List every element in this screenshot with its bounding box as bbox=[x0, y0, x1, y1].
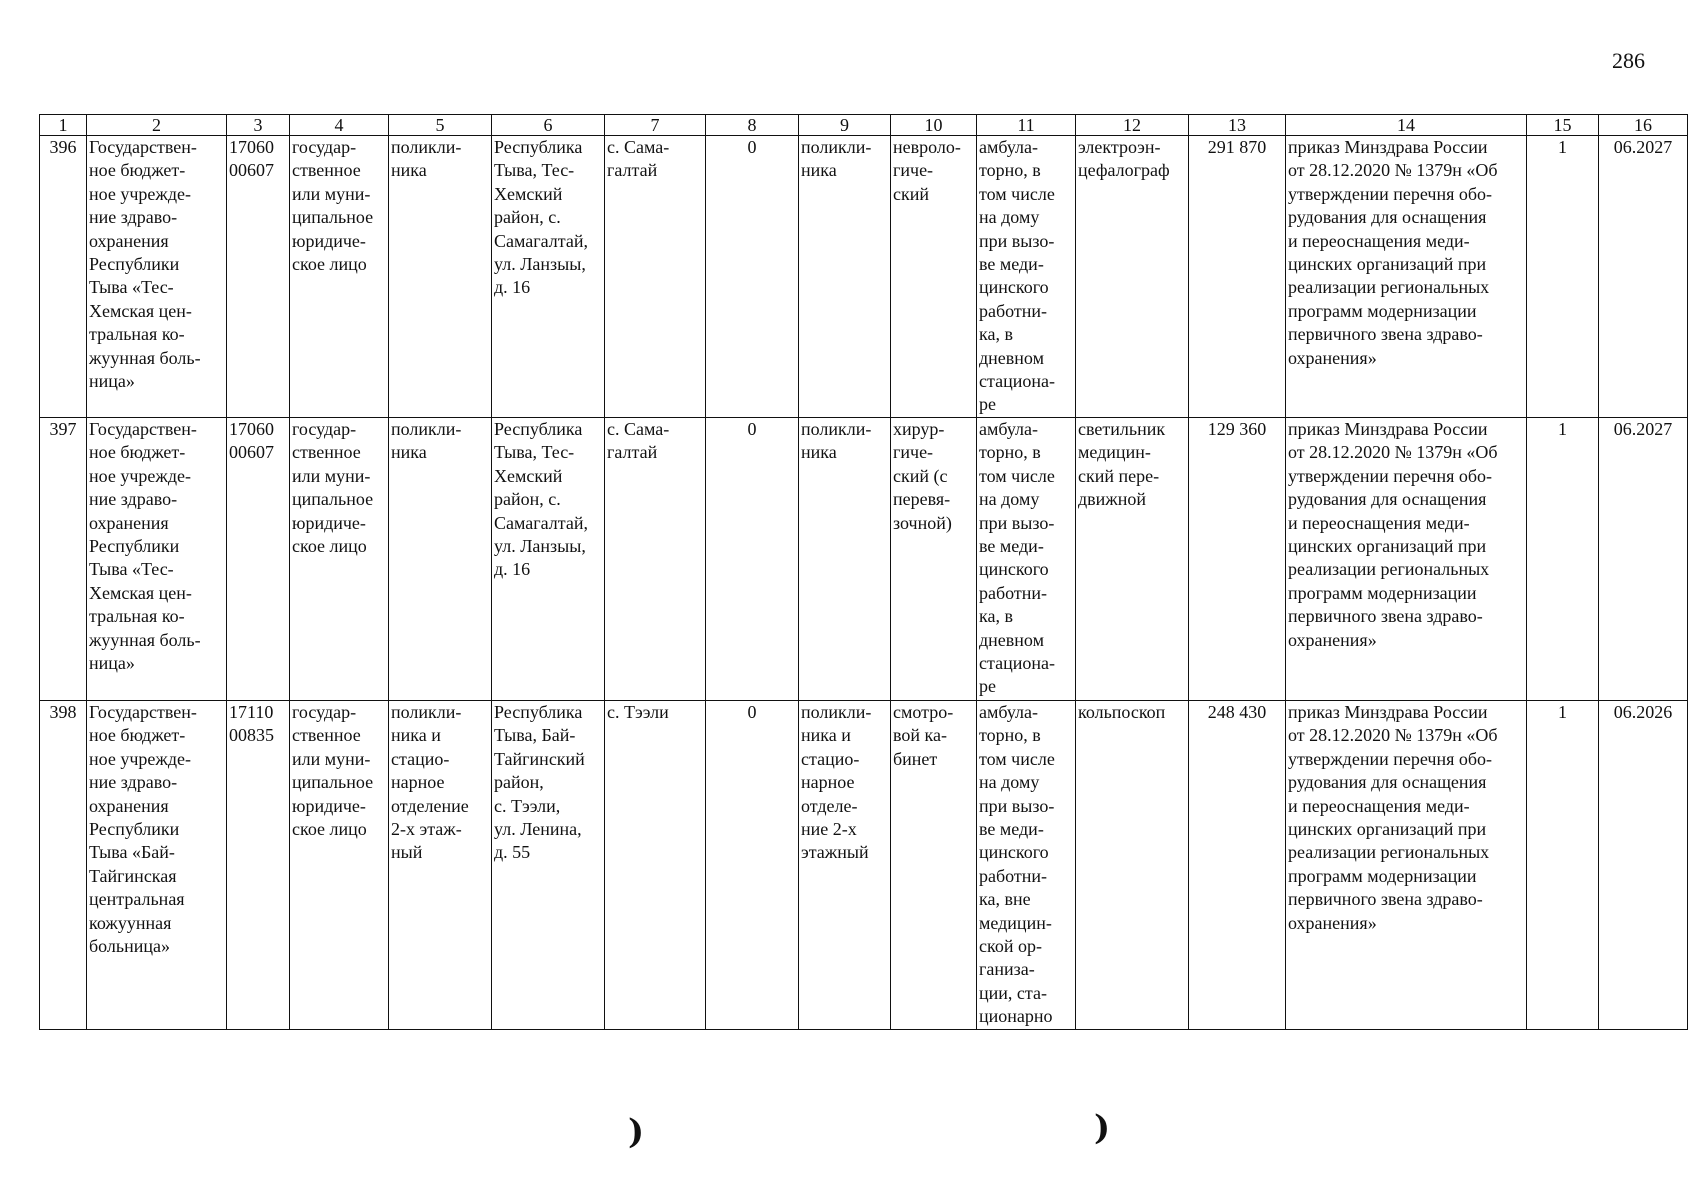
scan-mark-left: ) bbox=[628, 1112, 645, 1152]
column-number: 9 bbox=[799, 115, 891, 136]
facility-type: поликли- ника bbox=[389, 136, 492, 418]
value-col-8: 0 bbox=[706, 700, 799, 1029]
equipment-name: кольпоскоп bbox=[1076, 700, 1189, 1029]
care-conditions: амбула- торно, в том числе на дому при вызо- ве меди- цинского работни- ка, в дневном стациона- ре bbox=[977, 417, 1076, 700]
legal-form: государ- ственное или муни- ципальное юридиче- ское лицо bbox=[290, 136, 389, 418]
column-number-row bbox=[40, 115, 1688, 136]
legal-basis: приказ Минздрава России от 28.12.2020 № 1379н «Об утверждении перечня обо- рудования для оснащения и переоснащения меди- цинских организаций при реализации региональных программ модернизации первичного звена здраво- охранения» bbox=[1286, 417, 1527, 700]
quantity: 1 bbox=[1527, 417, 1599, 700]
quantity: 1 bbox=[1527, 136, 1599, 418]
organization-code: 17060 00607 bbox=[227, 417, 290, 700]
organization-name: Государствен- ное бюджет- ное учрежде- ние здраво- охранения Республики Тыва «Тес- Хемская цен- тральная ко- жуунная боль- ница» bbox=[87, 136, 227, 418]
department: смотро- вой ка- бинет bbox=[891, 700, 977, 1029]
column-number: 2 bbox=[87, 115, 227, 136]
registry-table bbox=[39, 114, 1688, 1030]
care-conditions: амбула- торно, в том числе на дому при вызо- ве меди- цинского работни- ка, в дневном стациона- ре bbox=[977, 136, 1076, 418]
legal-form: государ- ственное или муни- ципальное юридиче- ское лицо bbox=[290, 417, 389, 700]
address: Республика Тыва, Бай- Тайгинский район, с. Тээли, ул. Ленина, д. 55 bbox=[492, 700, 605, 1029]
column-number: 1 bbox=[40, 115, 87, 136]
scan-mark-right: ) bbox=[1094, 1108, 1111, 1148]
settlement: с. Тээли bbox=[605, 700, 706, 1029]
row-number: 396 bbox=[40, 136, 87, 418]
equipment-code: 129 360 bbox=[1189, 417, 1286, 700]
unit-type: поликли- ника bbox=[799, 136, 891, 418]
organization-name: Государствен- ное бюджет- ное учрежде- ние здраво- охранения Республики Тыва «Бай- Тайгинская центральная кожуунная больница» bbox=[87, 700, 227, 1029]
legal-basis: приказ Минздрава России от 28.12.2020 № 1379н «Об утверждении перечня обо- рудования для оснащения и переоснащения меди- цинских организаций при реализации региональных программ модернизации первичного звена здраво- охранения» bbox=[1286, 700, 1527, 1029]
column-number: 12 bbox=[1076, 115, 1189, 136]
settlement: с. Сама- галтай bbox=[605, 417, 706, 700]
column-number: 7 bbox=[605, 115, 706, 136]
address: Республика Тыва, Тес- Хемский район, с. Самагалтай, ул. Ланзыы, д. 16 bbox=[492, 136, 605, 418]
row-number: 397 bbox=[40, 417, 87, 700]
column-number: 10 bbox=[891, 115, 977, 136]
table-row bbox=[40, 136, 1688, 418]
column-number: 11 bbox=[977, 115, 1076, 136]
value-col-8: 0 bbox=[706, 136, 799, 418]
column-number: 13 bbox=[1189, 115, 1286, 136]
legal-form: государ- ственное или муни- ципальное юридиче- ское лицо bbox=[290, 700, 389, 1029]
row-number: 398 bbox=[40, 700, 87, 1029]
table-row bbox=[40, 417, 1688, 700]
due-date: 06.2026 bbox=[1599, 700, 1688, 1029]
column-number: 16 bbox=[1599, 115, 1688, 136]
unit-type: поликли- ника и стацио- нарное отделе- ние 2-х этажный bbox=[799, 700, 891, 1029]
legal-basis: приказ Минздрава России от 28.12.2020 № 1379н «Об утверждении перечня обо- рудования для оснащения и переоснащения меди- цинских организаций при реализации региональных программ модернизации первичного звена здраво- охранения» bbox=[1286, 136, 1527, 418]
value-col-8: 0 bbox=[706, 417, 799, 700]
address: Республика Тыва, Тес- Хемский район, с. Самагалтай, ул. Ланзыы, д. 16 bbox=[492, 417, 605, 700]
column-number: 3 bbox=[227, 115, 290, 136]
column-number: 5 bbox=[389, 115, 492, 136]
equipment-code: 291 870 bbox=[1189, 136, 1286, 418]
column-number: 4 bbox=[290, 115, 389, 136]
organization-code: 17060 00607 bbox=[227, 136, 290, 418]
facility-type: поликли- ника и стацио- нарное отделение 2-х этаж- ный bbox=[389, 700, 492, 1029]
quantity: 1 bbox=[1527, 700, 1599, 1029]
due-date: 06.2027 bbox=[1599, 417, 1688, 700]
department: невроло- гиче- ский bbox=[891, 136, 977, 418]
department: хирур- гиче- ский (с перевя- зочной) bbox=[891, 417, 977, 700]
facility-type: поликли- ника bbox=[389, 417, 492, 700]
equipment-name: электроэн- цефалограф bbox=[1076, 136, 1189, 418]
equipment-name: светильник медицин- ский пере- движной bbox=[1076, 417, 1189, 700]
settlement: с. Сама- галтай bbox=[605, 136, 706, 418]
page-number: 286 bbox=[1612, 48, 1645, 73]
organization-code: 17110 00835 bbox=[227, 700, 290, 1029]
care-conditions: амбула- торно, в том числе на дому при вызо- ве меди- цинского работни- ка, вне медицин- ской ор- ганиза- ции, ста- ционарно bbox=[977, 700, 1076, 1029]
due-date: 06.2027 bbox=[1599, 136, 1688, 418]
organization-name: Государствен- ное бюджет- ное учрежде- ние здраво- охранения Республики Тыва «Тес- Хемская цен- тральная ко- жуунная боль- ница» bbox=[87, 417, 227, 700]
column-number: 8 bbox=[706, 115, 799, 136]
column-number: 15 bbox=[1527, 115, 1599, 136]
column-number: 6 bbox=[492, 115, 605, 136]
table-row bbox=[40, 700, 1688, 1029]
equipment-code: 248 430 bbox=[1189, 700, 1286, 1029]
unit-type: поликли- ника bbox=[799, 417, 891, 700]
column-number: 14 bbox=[1286, 115, 1527, 136]
